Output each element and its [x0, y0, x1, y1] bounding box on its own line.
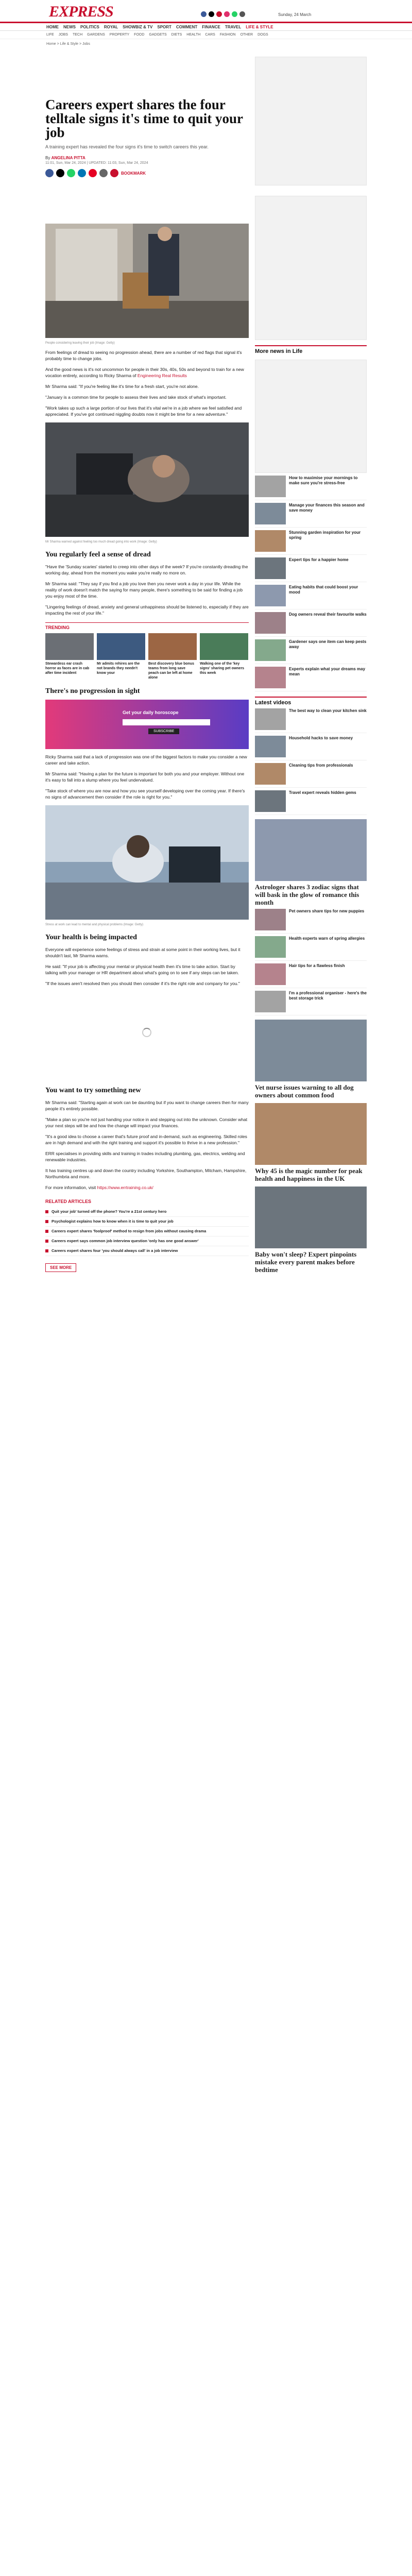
sidebar-thumb	[255, 790, 286, 812]
sidebar-item-title: Stunning garden inspiration for your spring	[289, 530, 361, 540]
social-icons	[201, 11, 245, 17]
nav-item[interactable]: SPORT	[157, 24, 171, 29]
related-item[interactable]: Careers expert says common job interview question 'only has one good answer'	[45, 1236, 249, 1246]
sidebar-item[interactable]	[255, 988, 367, 1015]
subnav-item[interactable]: TECH	[73, 33, 83, 37]
sidebar-feature-image	[255, 1103, 367, 1165]
subnav-item[interactable]: FASHION	[219, 33, 236, 37]
trending-thumb	[97, 633, 145, 660]
subnav-item[interactable]: PROPERTY	[109, 33, 130, 37]
nav-item[interactable]: HOME	[46, 24, 59, 29]
subhead-dread: You regularly feel a sense of dread	[45, 551, 151, 558]
related-item[interactable]: Psychologist explains how to know when it is time to quit your job	[45, 1217, 249, 1227]
related-list	[45, 1207, 249, 1256]
sidebar-feature-image	[255, 1187, 367, 1248]
sidebar-item-title: Hair tips for a flawless finish	[289, 963, 345, 968]
ad-slot-2	[255, 196, 367, 340]
subnav-item[interactable]: FOOD	[134, 33, 145, 37]
share-bar	[45, 169, 249, 177]
trending-thumb	[148, 633, 197, 660]
para: From feelings of dread to seeing no progression ahead, there are a number of red flags that signal it's probably time to change jobs.	[45, 350, 242, 361]
stressed-woman-photo	[45, 422, 249, 537]
bookmark-label[interactable]: BOOKMARK	[121, 171, 146, 176]
para	[45, 366, 249, 379]
trending-item[interactable]	[97, 633, 145, 680]
sidebar-item[interactable]	[255, 555, 367, 582]
subnav-item[interactable]: GARDENS	[87, 33, 105, 37]
sidebar-thumb	[255, 736, 286, 757]
para: Everyone will experience some feelings of stress and strain at some point in their working lives, but it shouldn't last, Mr Sharma warns.	[45, 947, 241, 958]
youtube-icon[interactable]	[216, 11, 222, 17]
related-item[interactable]: Careers expert shares four 'you should always call' in a job interview	[45, 1246, 249, 1256]
sidebar-item[interactable]	[255, 637, 367, 664]
x-share-icon[interactable]	[56, 169, 64, 177]
sidebar-item-title: Expert tips for a happier home	[289, 557, 349, 562]
whatsapp-share-icon[interactable]	[67, 169, 75, 177]
sidebar-list	[255, 473, 367, 691]
hero-caption: People considering leaving their job (Image: Getty)	[45, 342, 115, 345]
sidebar-item-title: Health experts warn of spring allergies	[289, 936, 365, 941]
para: Mr Sharma said: "If you're feeling like it's time for a fresh start, you're not alone.	[45, 384, 199, 389]
office-box-photo	[45, 224, 249, 338]
sidebar-item[interactable]	[255, 961, 367, 988]
ad-slot-top	[255, 57, 367, 185]
sidebar-item[interactable]	[255, 582, 367, 609]
ad-slot-3	[255, 360, 367, 473]
pinterest-share-icon[interactable]	[89, 169, 97, 177]
sidebar-feature-title: Vet nurse issues warning to all dog owners about common food	[255, 1083, 354, 1099]
image-caption: Mr Sharma warned against feeling too much dread going into work (Image: Getty)	[45, 540, 157, 544]
x-icon[interactable]	[209, 11, 214, 17]
subnav-item[interactable]: OTHER	[240, 33, 253, 37]
related-item[interactable]: Careers expert shares 'foolproof' method to resign from jobs without causing drama	[45, 1227, 249, 1236]
sidebar-thumb	[255, 667, 286, 688]
desk-stress-image	[45, 805, 249, 926]
sidebar-thumb	[255, 936, 286, 958]
byline-prefix: By	[45, 156, 50, 160]
para: "Lingering feelings of dread, anxiety and general unhappiness should be listened to, especially if they are impacting the rest of your life."	[45, 604, 249, 616]
trending-title: Stewardess ear crash horror as faces are in cab after time incident	[45, 662, 90, 675]
sidebar-thumb	[255, 909, 286, 930]
subnav-item[interactable]: DIETS	[171, 33, 182, 37]
sub-nav	[0, 31, 412, 39]
trending-header: TRENDING	[45, 622, 249, 630]
sidebar-feature-image	[255, 819, 367, 881]
breadcrumb[interactable]: Home > Life & Style > Jobs	[46, 42, 90, 46]
trending-item[interactable]	[45, 633, 94, 680]
sidebar-feature-image	[255, 1020, 367, 1081]
sidebar-item[interactable]	[255, 664, 367, 691]
subhead-health: Your health is being impacted	[45, 934, 137, 941]
para: "It's a good idea to choose a career that's future proof and in-demand, such as engineering. Skilled roles are in high demand and with the right training and support it's possible to thrive in a new profession."	[45, 1134, 247, 1145]
trending-thumb	[45, 633, 94, 660]
linkedin-share-icon[interactable]	[78, 169, 86, 177]
sidebar-item-title: Experts explain what your dreams may mean	[289, 667, 366, 676]
trending-thumb	[200, 633, 248, 660]
instagram-icon[interactable]	[224, 11, 230, 17]
sidebar-thumb	[255, 639, 286, 661]
sidebar-item-title: The best way to clean your kitchen sink	[289, 708, 367, 713]
image-caption: Stress at work can lead to mental and physical problems (Image: Getty)	[45, 923, 144, 926]
author-link[interactable]: ANGELINA PITTA	[51, 156, 85, 160]
sidebar-thumb	[255, 476, 286, 497]
sidebar-item-title: Manage your finances this season and save money	[289, 503, 365, 513]
menu-icon[interactable]	[239, 11, 245, 17]
sidebar-item[interactable]	[255, 528, 367, 555]
sidebar-thumb	[255, 557, 286, 579]
para	[45, 1184, 249, 1191]
sidebar-item[interactable]	[255, 733, 367, 760]
sidebar-feature[interactable]	[255, 1103, 367, 1182]
subnav-item[interactable]: LIFE	[46, 33, 54, 37]
subnav-item[interactable]: GADGETS	[149, 33, 167, 37]
para: "Have the 'Sunday scaries' started to creep into other days of the week? If you're constantly dreading the working day, ahead from the moment you wake you're really no more on.	[45, 564, 248, 575]
nav-item[interactable]: FINANCE	[202, 24, 220, 29]
nav-item[interactable]: LIFE & STYLE	[246, 24, 273, 29]
sidebar-thumb	[255, 763, 286, 785]
subnav-item[interactable]: HEALTH	[186, 33, 201, 37]
newsletter-title: Get your daily horoscope	[123, 710, 179, 715]
sidebar-item[interactable]	[255, 934, 367, 961]
subnav-item[interactable]: DOGS	[258, 33, 268, 37]
site-logo[interactable]: EXPRESS	[49, 3, 113, 20]
para: ERR specialises in providing skills and training in trades including plumbing, gas, electrics, welding and renewable industries.	[45, 1151, 245, 1162]
trending-title: Best discovery blue bonus teams from long save peach can be left at home alone	[148, 662, 195, 680]
nav-item[interactable]: TRAVEL	[225, 24, 242, 29]
para: "If the issues aren't resolved then you should then consider if it's the right role and company for you."	[45, 981, 240, 986]
see-more-button[interactable]: SEE MORE	[45, 1263, 76, 1272]
sidebar	[255, 57, 367, 1274]
sidebar-item-title: Travel expert reveals hidden gems	[289, 790, 356, 795]
newsletter-email-input[interactable]	[123, 719, 210, 725]
para-text: For more information, visit	[45, 1185, 97, 1190]
sidebar-item-title: Pet owners share tips for new puppies	[289, 909, 365, 913]
facebook-share-icon[interactable]	[45, 169, 54, 177]
sidebar-item-title: Cleaning tips from professionals	[289, 763, 353, 768]
para: He said: "If your job is affecting your mental or physical health then it's time to take action. Start by talking with your manager or HR department about what's going on to see if any steps can be taken.	[45, 964, 239, 975]
nav-item[interactable]: ROYAL	[104, 24, 118, 29]
para: "Take stock of where you are now and how you see yourself developing over the coming year. If there's no signs of advancement then consider if the role is right for you."	[45, 788, 245, 800]
sidebar-feature-title: Astrologer shares 3 zodiac signs that will bask in the glow of romance this month	[255, 883, 359, 906]
trending-item[interactable]	[200, 633, 248, 680]
main-nav	[0, 22, 412, 31]
facebook-icon[interactable]	[201, 11, 207, 17]
stressed-woman-image	[45, 422, 249, 544]
sidebar-item-title: I'm a professional organiser - here's the best storage trick	[289, 991, 367, 1001]
sidebar-thumb	[255, 963, 286, 985]
nav-item[interactable]: POLITICS	[80, 24, 99, 29]
sidebar-thumb	[255, 612, 286, 634]
email-share-icon[interactable]	[99, 169, 108, 177]
newsletter-banner	[45, 700, 249, 749]
sidebar-item[interactable]	[255, 906, 367, 934]
sidebar-item-title: Gardener says one item can keep pests away	[289, 639, 367, 649]
sidebar-item-title: Eating habits that could boost your mood	[289, 585, 358, 595]
article-title: Careers expert shares the four telltale signs it's time to quit your job	[45, 97, 243, 140]
latest-videos-header: Latest videos	[255, 697, 367, 706]
byline	[45, 156, 249, 160]
loading-spinner	[45, 987, 249, 1079]
sidebar-thumb	[255, 585, 286, 606]
newsletter-subscribe-button[interactable]: SUBSCRIBE	[148, 728, 179, 734]
sidebar-item[interactable]	[255, 500, 367, 528]
whatsapp-icon[interactable]	[232, 11, 237, 17]
sidebar-thumb	[255, 708, 286, 730]
more-news-header: More news in Life	[255, 345, 367, 354]
trending-title: Mr admits rehires are the not brands they needn't know your	[97, 662, 140, 675]
nav-item[interactable]: COMMENT	[176, 24, 198, 29]
para-text: And the good news is it's not uncommon for people in their 30s, 40s, 50s and beyond to train for a new vocation entirely, according to Ricky Sharma of	[45, 367, 244, 378]
sidebar-feature-title: Why 45 is the magic number for peak health and happiness in the UK	[255, 1167, 363, 1182]
sidebar-item[interactable]	[255, 788, 367, 815]
nav-item[interactable]: NEWS	[63, 24, 76, 29]
para: Mr Sharma said: "Having a plan for the future is important for both you and your employer. Without one it's easy to fall into a slump where you feel undervalued.	[45, 771, 245, 783]
article	[45, 57, 249, 1272]
trending-list	[45, 633, 249, 680]
sidebar-item[interactable]	[255, 760, 367, 788]
sidebar-item[interactable]	[255, 473, 367, 500]
sidebar-item[interactable]	[255, 609, 367, 637]
subnav-item[interactable]: CARS	[205, 33, 215, 37]
para: Mr Sharma said: "Starting again at work can be daunting but if you want to change careers then for many people it's entirely possible.	[45, 1100, 249, 1111]
subhead-new: You want to try something new	[45, 1087, 141, 1094]
sidebar-feature[interactable]	[255, 819, 367, 906]
sidebar-thumb	[255, 991, 286, 1012]
masthead	[0, 0, 412, 22]
sidebar-feature-title: Baby won't sleep? Expert pinpoints mistake every parent makes before bedtime	[255, 1250, 357, 1274]
related-header: RELATED ARTICLES	[45, 1199, 91, 1204]
err-website-link[interactable]: https://www.errtraining.co.uk/	[97, 1185, 153, 1190]
nav-item[interactable]: SHOWBIZ & TV	[123, 24, 153, 29]
sidebar-item[interactable]	[255, 706, 367, 733]
sidebar-item-title: How to maximise your mornings to make sure you're stress-free	[289, 476, 358, 485]
para: "Make a plan so you're not just handing your notice in and stepping out into the unknown. Consider what your next steps will be and how the change will impact your finances.	[45, 1117, 248, 1128]
hero-image	[45, 224, 249, 345]
para: Mr Sharma said: "They say if you find a job you love then you never work a day in your life. While the reality of work doesn't match the saying for many people, there's something to be said for finding a job you enjoy most of the time.	[45, 581, 243, 599]
dateline: 11:01, Sun, Mar 24, 2024 | UPDATED: 11:03, Sun, Mar 24, 2024	[45, 161, 148, 165]
para: "January is a common time for people to assess their lives and take stock of what's important.	[45, 395, 227, 400]
para: It has training centres up and down the country including Yorkshire, Southampton, Mitcham, Hampshire, Northumbria and more.	[45, 1168, 247, 1179]
trending-title: Walking one of the 'key signs' sharing pet owners this week	[200, 662, 245, 675]
para: "Work takes up such a large portion of our lives that it's vital we're in a job where we feel satisfied and appreciated. If you've got continued niggling doubts now it might be time for a new adventure."	[45, 405, 242, 417]
subhead-progress: There's no progression in sight	[45, 687, 140, 695]
header-date: Sunday, 24 March	[278, 12, 312, 17]
subnav-item[interactable]: JOBS	[58, 33, 68, 37]
err-link[interactable]: Engineering Real Results	[137, 373, 187, 378]
sidebar-feature[interactable]	[255, 1020, 367, 1099]
comments-icon[interactable]	[110, 169, 118, 177]
standfirst: A training expert has revealed the four signs it's time to switch careers this year.	[45, 144, 209, 149]
sidebar-thumb	[255, 503, 286, 524]
sidebar-thumb	[255, 530, 286, 552]
desk-stress-photo	[45, 805, 249, 920]
related-item[interactable]: Quit your job' turned off the phone? You're a 21st century hero	[45, 1207, 249, 1217]
para: Ricky Sharma said that a lack of progression was one of the biggest factors to make you consider a new career and take action.	[45, 754, 247, 766]
sidebar-feature[interactable]	[255, 1187, 367, 1274]
sidebar-item-title: Household hacks to save money	[289, 736, 353, 740]
sidebar-list	[255, 706, 367, 1274]
sidebar-item-title: Dog owners reveal their favourite walks	[289, 612, 367, 617]
trending-item[interactable]	[148, 633, 197, 680]
